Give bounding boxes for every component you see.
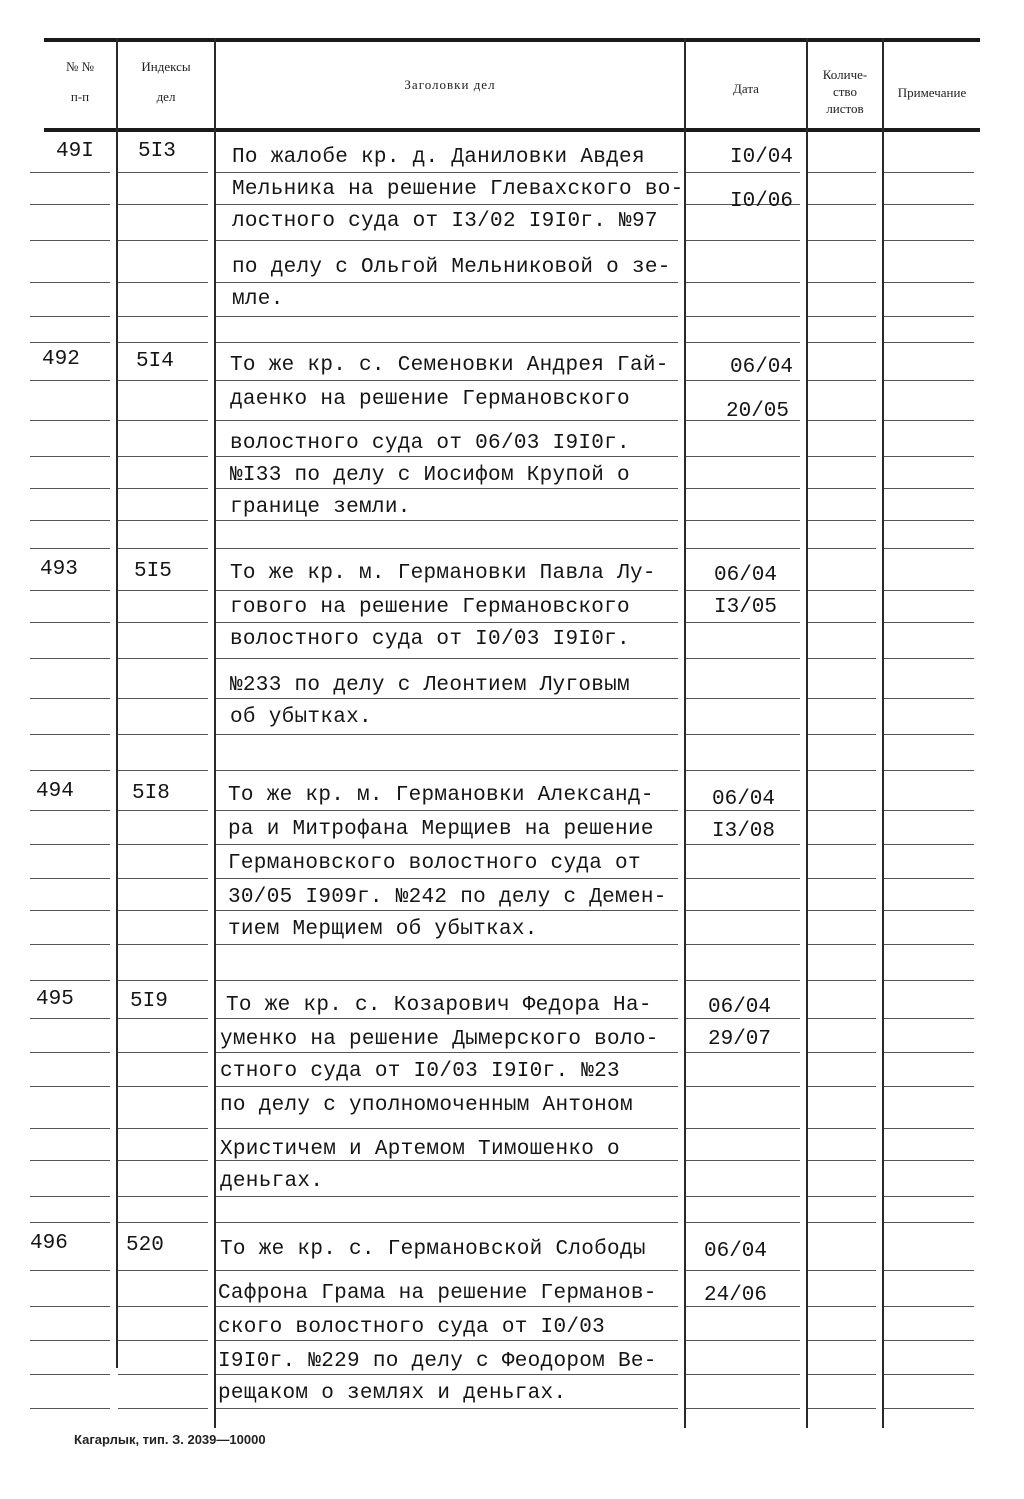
ruled-line: [884, 734, 974, 735]
header-num-bottom: п-п: [70, 89, 90, 104]
ruled-line: [216, 1222, 678, 1223]
ruled-line: [808, 488, 876, 489]
ruled-line: [118, 1270, 208, 1271]
record-title-line: деньгах.: [220, 1170, 324, 1193]
record-date: 06/04: [714, 564, 778, 587]
ruled-line: [808, 1408, 876, 1409]
ruled-line: [808, 1018, 876, 1019]
header-bottom-border: [44, 128, 980, 132]
ruled-line: [216, 770, 678, 771]
record-date: 06/04: [712, 788, 776, 811]
record-date: 20/05: [726, 400, 790, 423]
ruled-line: [118, 456, 208, 457]
ruled-line: [808, 1222, 876, 1223]
ruled-line: [118, 240, 208, 241]
record-index: 5I5: [134, 560, 172, 583]
ruled-line: [808, 456, 876, 457]
ruled-line: [118, 1128, 208, 1129]
ruled-line: [30, 380, 110, 381]
ruled-line: [884, 1160, 974, 1161]
column-divider: [116, 38, 118, 1368]
ruled-line: [884, 1086, 974, 1087]
ruled-line: [808, 342, 876, 343]
record-title-line: То же кр. м. Германовки Павла Лу-: [230, 562, 656, 585]
ruled-line: [118, 698, 208, 699]
ruled-line: [686, 456, 800, 457]
ruled-line: [216, 1374, 678, 1375]
ruled-line: [216, 488, 678, 489]
ruled-line: [808, 520, 876, 521]
ruled-line: [808, 420, 876, 421]
ruled-line: [884, 316, 974, 317]
ruled-line: [686, 1340, 800, 1341]
ruled-line: [884, 342, 974, 343]
ruled-line: [118, 1086, 208, 1087]
ruled-line: [216, 282, 678, 283]
ruled-line: [30, 456, 110, 457]
record-title-line: лостного суда от I3/02 I9I0г. №97: [232, 210, 658, 233]
column-divider: [684, 38, 686, 1428]
ruled-line: [30, 1018, 110, 1019]
record-title-line: мле.: [232, 288, 284, 311]
ruled-line: [118, 1052, 208, 1053]
ruled-line: [216, 1128, 678, 1129]
column-divider: [214, 38, 216, 1428]
ruled-line: [118, 944, 208, 945]
ruled-line: [808, 1374, 876, 1375]
ruled-line: [30, 520, 110, 521]
record-title-line: границе земли.: [230, 496, 411, 519]
ruled-line: [118, 204, 208, 205]
record-title-line: ского волостного суда от I0/03: [218, 1316, 606, 1339]
ruled-line: [808, 240, 876, 241]
ruled-line: [884, 622, 974, 623]
header-index-top: Индексы: [141, 59, 191, 74]
record-index: 520: [126, 1234, 164, 1257]
ruled-line: [30, 698, 110, 699]
ruled-line: [884, 420, 974, 421]
ruled-line: [118, 548, 208, 549]
ruled-line: [686, 590, 800, 591]
record-title-line: №I33 по делу с Иосифом Крупой о: [230, 464, 630, 487]
ruled-line: [686, 910, 800, 911]
ruled-line: [118, 590, 208, 591]
ruled-line: [808, 1306, 876, 1307]
ruled-line: [686, 944, 800, 945]
ruled-line: [686, 1374, 800, 1375]
ruled-line: [30, 342, 110, 343]
ruled-line: [808, 590, 876, 591]
ruled-line: [808, 380, 876, 381]
ruled-line: [118, 1222, 208, 1223]
ruled-line: [118, 1160, 208, 1161]
ruled-line: [30, 622, 110, 623]
header-sheets-line2: ство: [832, 84, 857, 99]
ruled-line: [216, 1270, 678, 1271]
ruled-line: [808, 548, 876, 549]
ruled-line: [30, 1306, 110, 1307]
ruled-line: [30, 910, 110, 911]
ruled-line: [118, 878, 208, 879]
header-index-bottom: дел: [156, 89, 176, 104]
record-title-line: Германовского волостного суда от: [228, 852, 641, 875]
record-title-line: I9I0г. №229 по делу с Феодором Ве-: [218, 1350, 657, 1373]
ruled-line: [884, 658, 974, 659]
record-date: 06/04: [704, 1240, 768, 1263]
record-date: 06/04: [708, 996, 772, 1019]
ruled-line: [884, 172, 974, 173]
ruled-line: [30, 1374, 110, 1375]
ruled-line: [808, 1196, 876, 1197]
ruled-line: [30, 1052, 110, 1053]
ruled-line: [884, 910, 974, 911]
record-title-line: волостного суда от I0/03 I9I0г.: [230, 628, 630, 651]
record-number: 494: [36, 780, 74, 803]
ruled-line: [686, 240, 800, 241]
record-date: 24/06: [704, 1284, 768, 1307]
record-title-line: по делу с уполномоченным Антоном: [220, 1094, 633, 1117]
record-index: 5I4: [136, 350, 174, 373]
ruled-line: [216, 1086, 678, 1087]
ruled-line: [118, 420, 208, 421]
ruled-line: [216, 658, 678, 659]
record-date: I3/08: [712, 820, 776, 843]
ruled-line: [884, 1408, 974, 1409]
record-number: 495: [36, 988, 74, 1011]
ruled-line: [216, 204, 678, 205]
ruled-line: [118, 1374, 208, 1375]
ruled-line: [808, 658, 876, 659]
record-title-line: Христичем и Артемом Тимошенко о: [220, 1138, 620, 1161]
record-date: I0/06: [730, 190, 794, 213]
ruled-line: [118, 1306, 208, 1307]
ruled-line: [118, 282, 208, 283]
ruled-line: [686, 520, 800, 521]
record-title-line: гового на решение Германовского: [230, 596, 630, 619]
ruled-line: [30, 1086, 110, 1087]
ruled-line: [216, 520, 678, 521]
record-index: 5I8: [132, 782, 170, 805]
ruled-line: [118, 658, 208, 659]
ruled-line: [216, 1306, 678, 1307]
column-divider: [882, 38, 884, 1428]
ruled-line: [30, 658, 110, 659]
ruled-line: [808, 172, 876, 173]
record-date: I3/05: [714, 596, 778, 619]
ruled-line: [884, 1018, 974, 1019]
ruled-line: [216, 734, 678, 735]
ruled-line: [216, 1018, 678, 1019]
record-title-line: Сафрона Грама на решение Германов-: [218, 1282, 657, 1305]
record-date: 06/04: [730, 356, 794, 379]
ruled-line: [30, 770, 110, 771]
ruled-line: [30, 1408, 110, 1409]
ruled-line: [118, 1340, 208, 1341]
ruled-line: [30, 282, 110, 283]
ruled-line: [686, 316, 800, 317]
ruled-line: [30, 316, 110, 317]
record-index: 5I3: [138, 140, 176, 163]
record-title-line: по делу с Ольгой Мельниковой о зе-: [232, 256, 671, 279]
ruled-line: [30, 1128, 110, 1129]
ruled-line: [808, 844, 876, 845]
ruled-line: [216, 980, 678, 981]
ruled-line: [808, 1270, 876, 1271]
ruled-line: [216, 1052, 678, 1053]
ruled-line: [30, 420, 110, 421]
ruled-line: [216, 548, 678, 549]
ruled-line: [808, 1340, 876, 1341]
ruled-line: [30, 980, 110, 981]
header-note: Примечание: [897, 85, 967, 100]
ruled-line: [30, 944, 110, 945]
header-num-top: № №: [65, 59, 95, 74]
ruled-line: [884, 240, 974, 241]
record-title-line: рещаком о землях и деньгах.: [218, 1382, 567, 1405]
ruled-line: [808, 1086, 876, 1087]
ruled-line: [30, 204, 110, 205]
printer-imprint: Кагарлык, тип. З. 2039—10000: [74, 1432, 266, 1447]
ruled-line: [216, 810, 678, 811]
header-sheets: [808, 66, 882, 117]
ruled-line: [884, 590, 974, 591]
ruled-line: [118, 1408, 208, 1409]
record-title-line: То же кр. с. Германовской Слободы: [220, 1238, 646, 1261]
record-title-line: То же кр. м. Германовки Александ-: [228, 784, 654, 807]
ruled-line: [884, 810, 974, 811]
ruled-line: [118, 810, 208, 811]
ruled-line: [884, 548, 974, 549]
ruled-line: [884, 1196, 974, 1197]
ruled-line: [686, 1270, 800, 1271]
header-sheets-line1: Количе-: [822, 67, 868, 82]
ruled-line: [686, 698, 800, 699]
ruled-line: [686, 878, 800, 879]
ruled-line: [884, 1270, 974, 1271]
ruled-line: [808, 622, 876, 623]
ruled-line: [216, 590, 678, 591]
ruled-line: [808, 316, 876, 317]
ruled-line: [808, 1128, 876, 1129]
ruled-line: [118, 734, 208, 735]
record-number: 493: [40, 558, 78, 581]
ruled-line: [686, 1052, 800, 1053]
record-title-line: То же кр. с. Козарович Федора На-: [226, 994, 652, 1017]
ruled-line: [884, 282, 974, 283]
record-title-line: Мельника на решение Глевахского во-: [232, 178, 684, 201]
ruled-line: [884, 488, 974, 489]
ruled-line: [216, 844, 678, 845]
record-title-line: №233 по делу с Леонтием Луговым: [230, 674, 630, 697]
ruled-line: [686, 282, 800, 283]
column-divider: [806, 38, 808, 1428]
ruled-line: [216, 380, 678, 381]
ruled-line: [216, 342, 678, 343]
ruled-line: [30, 488, 110, 489]
ruled-line: [216, 240, 678, 241]
ruled-line: [216, 910, 678, 911]
ruled-line: [884, 520, 974, 521]
ruled-line: [884, 944, 974, 945]
ruled-line: [884, 1128, 974, 1129]
record-number: 49I: [56, 140, 94, 163]
ruled-line: [884, 380, 974, 381]
ruled-line: [30, 1340, 110, 1341]
ruled-line: [884, 698, 974, 699]
ruled-line: [30, 844, 110, 845]
ruled-line: [884, 844, 974, 845]
ruled-line: [686, 380, 800, 381]
record-date: I0/04: [730, 146, 794, 169]
record-date: 29/07: [708, 1028, 772, 1051]
ruled-line: [216, 420, 678, 421]
record-title-line: тием Мерщием об убытках.: [228, 918, 538, 941]
ruled-line: [884, 770, 974, 771]
ruled-line: [216, 1340, 678, 1341]
ruled-line: [808, 770, 876, 771]
ruled-line: [118, 910, 208, 911]
ruled-line: [216, 1408, 678, 1409]
ruled-line: [884, 1374, 974, 1375]
record-title-line: 30/05 I909г. №242 по делу с Демен-: [228, 886, 667, 909]
ruled-line: [30, 1270, 110, 1271]
record-title-line: об убытках.: [230, 706, 372, 729]
ruled-line: [686, 1086, 800, 1087]
ruled-line: [30, 590, 110, 591]
ruled-line: [808, 810, 876, 811]
ruled-line: [686, 770, 800, 771]
ruled-line: [884, 1052, 974, 1053]
ruled-line: [686, 1408, 800, 1409]
table-top-border: [44, 38, 980, 42]
ruled-line: [216, 316, 678, 317]
ruled-line: [118, 844, 208, 845]
record-index: 5I9: [130, 990, 168, 1013]
ruled-line: [808, 1052, 876, 1053]
ruled-line: [884, 1340, 974, 1341]
ruled-line: [808, 698, 876, 699]
record-title-line: По жалобе кр. д. Даниловки Авдея: [232, 146, 645, 169]
ruled-line: [30, 240, 110, 241]
ruled-line: [30, 172, 110, 173]
ruled-line: [884, 456, 974, 457]
ruled-line: [686, 844, 800, 845]
ruled-line: [686, 488, 800, 489]
ruled-line: [216, 456, 678, 457]
ruled-line: [118, 342, 208, 343]
ruled-line: [884, 980, 974, 981]
ruled-line: [686, 622, 800, 623]
record-title-line: стного суда от I0/03 I9I0г. №23: [220, 1060, 620, 1083]
ruled-line: [808, 204, 876, 205]
record-title-line: ра и Митрофана Мерщиев на решение: [228, 818, 654, 841]
ruled-line: [118, 1018, 208, 1019]
ruled-line: [686, 1196, 800, 1197]
ruled-line: [30, 1196, 110, 1197]
record-title-line: уменко на решение Дымерского воло-: [220, 1028, 659, 1051]
ruled-line: [686, 1160, 800, 1161]
ruled-line: [216, 698, 678, 699]
ruled-line: [884, 1306, 974, 1307]
ruled-line: [884, 878, 974, 879]
ruled-line: [216, 1196, 678, 1197]
ruled-line: [30, 1222, 110, 1223]
ruled-line: [216, 878, 678, 879]
ruled-line: [808, 734, 876, 735]
ruled-line: [686, 734, 800, 735]
ruled-line: [118, 520, 208, 521]
header-date: Дата: [733, 81, 759, 96]
ruled-line: [118, 770, 208, 771]
ruled-line: [118, 172, 208, 173]
ruled-line: [216, 944, 678, 945]
header-title: Заголовки дел: [404, 77, 496, 92]
record-title-line: То же кр. с. Семеновки Андрея Гай-: [230, 354, 669, 377]
ruled-line: [808, 878, 876, 879]
record-title-line: даенко на решение Германовского: [230, 388, 630, 411]
ruled-line: [30, 878, 110, 879]
ruled-line: [686, 980, 800, 981]
ruled-line: [686, 1222, 800, 1223]
ruled-line: [30, 810, 110, 811]
ruled-line: [216, 622, 678, 623]
record-number: 496: [30, 1232, 68, 1255]
ruled-line: [686, 172, 800, 173]
ruled-line: [30, 1160, 110, 1161]
ruled-line: [884, 1222, 974, 1223]
ruled-line: [118, 488, 208, 489]
ruled-line: [118, 1196, 208, 1197]
ruled-line: [30, 548, 110, 549]
ruled-line: [884, 204, 974, 205]
ruled-line: [686, 548, 800, 549]
record-title-line: волостного суда от 06/03 I9I0г.: [230, 432, 630, 455]
ruled-line: [808, 910, 876, 911]
ruled-line: [808, 944, 876, 945]
header-sheets-line3: листов: [826, 101, 864, 116]
record-number: 492: [42, 348, 80, 371]
ruled-line: [686, 1128, 800, 1129]
ruled-line: [118, 980, 208, 981]
ruled-line: [808, 980, 876, 981]
ruled-line: [118, 622, 208, 623]
ruled-line: [30, 734, 110, 735]
ruled-line: [808, 282, 876, 283]
ruled-line: [118, 380, 208, 381]
ruled-line: [808, 1160, 876, 1161]
ruled-line: [118, 316, 208, 317]
ruled-line: [216, 172, 678, 173]
ruled-line: [686, 342, 800, 343]
ruled-line: [686, 658, 800, 659]
